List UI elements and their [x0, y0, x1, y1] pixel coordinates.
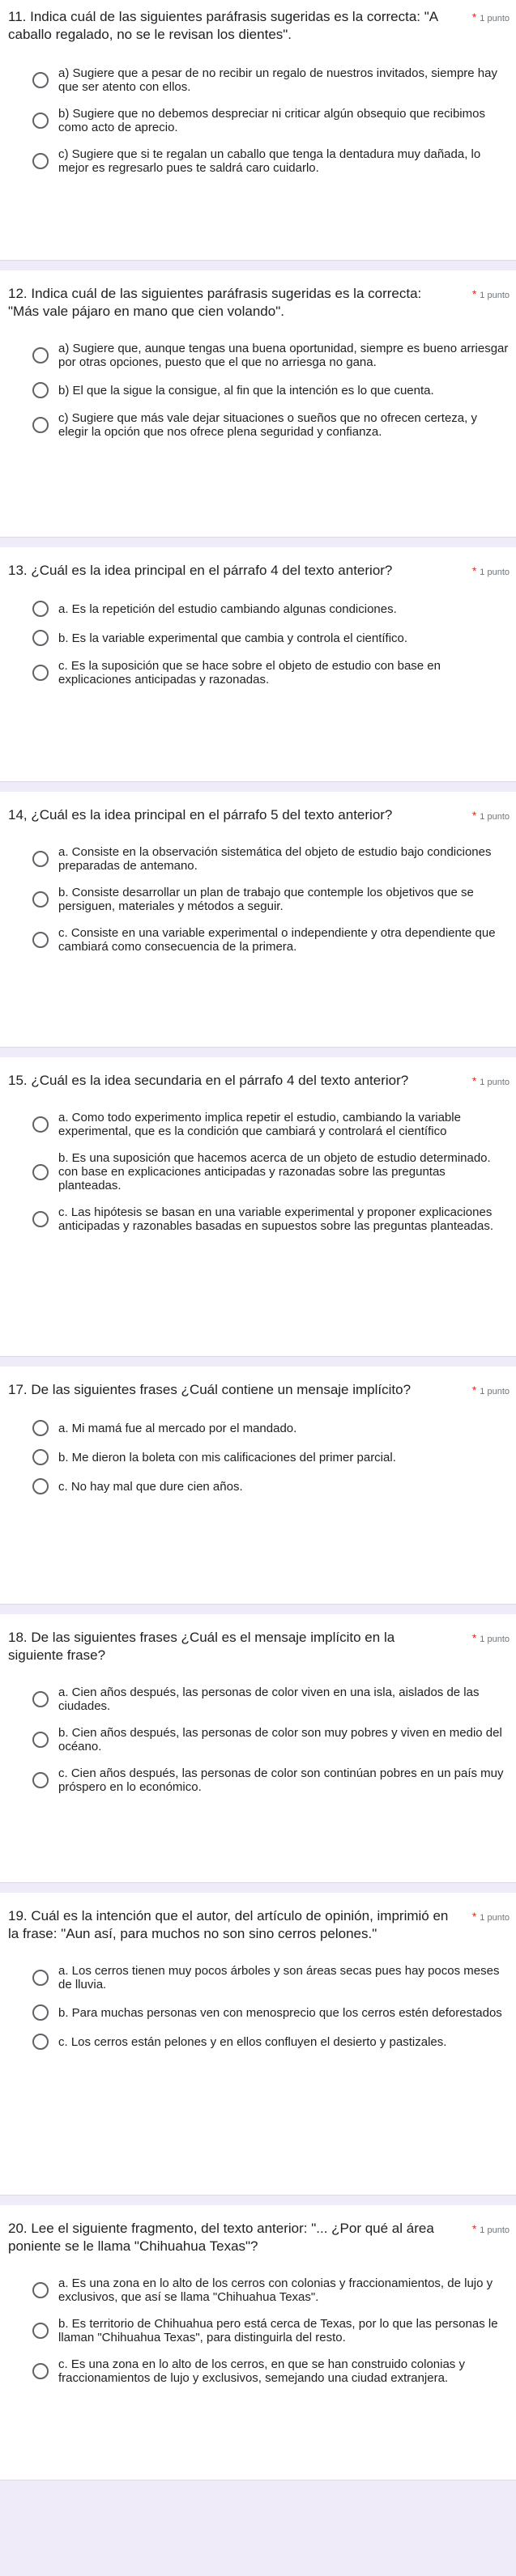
question-points	[472, 562, 510, 580]
answer-option-label: a) Sugiere que, aunque tengas una buena oportunidad, siempre es bueno arriesgar por otras opciones, puesto que el que no arriesga no gana.	[58, 342, 509, 369]
radio-button-icon[interactable]	[32, 72, 49, 88]
option-list	[0, 580, 516, 687]
option-list	[0, 1664, 516, 1794]
answer-option-label: c. Los cerros están pelones y en ellos confluyen el desierto y pastizales.	[58, 2034, 447, 2049]
radio-button-icon[interactable]	[32, 2282, 49, 2298]
question-title: 13. ¿Cuál es la idea principal en el párrafo 4 del texto anterior?	[8, 563, 393, 578]
question-card	[0, 547, 516, 782]
answer-option[interactable]	[0, 1766, 516, 1794]
answer-option[interactable]	[0, 147, 516, 175]
required-asterisk-icon: *	[471, 564, 477, 577]
answer-option[interactable]	[0, 1685, 516, 1713]
points-label: 1 punto	[480, 14, 510, 23]
answer-option-label: a. Cien años después, las personas de color viven en una isla, aislados de las ciudades.	[58, 1685, 480, 1713]
required-asterisk-icon: *	[471, 1384, 477, 1396]
question-title: 14, ¿Cuál es la idea principal en el párrafo 5 del texto anterior?	[8, 807, 393, 823]
answer-option[interactable]	[0, 1151, 516, 1192]
answer-option[interactable]	[0, 2317, 516, 2344]
radio-button-icon[interactable]	[32, 891, 49, 908]
radio-button-icon[interactable]	[32, 1449, 49, 1465]
radio-button-icon[interactable]	[32, 1478, 49, 1494]
question-header	[0, 1072, 516, 1090]
answer-option[interactable]	[0, 630, 516, 646]
question-title: 15. ¿Cuál es la idea secundaria en el párrafo 4 del texto anterior?	[8, 1073, 409, 1088]
answer-option[interactable]	[0, 659, 516, 687]
required-asterisk-icon: *	[471, 1074, 477, 1087]
answer-option-label: c. No hay mal que dure cien años.	[58, 1479, 243, 1494]
question-header	[0, 562, 516, 580]
answer-option-label: b. Cien años después, las personas de color son muy pobres y viven en medio del océano.	[58, 1726, 502, 1753]
answer-option-label: c. Cien años después, las personas de color son continúan pobres en un país muy próspero en lo económico.	[58, 1766, 504, 1794]
points-label: 1 punto	[480, 567, 510, 577]
required-asterisk-icon: *	[471, 1631, 477, 1644]
question-points	[472, 1629, 510, 1647]
question-points	[472, 1381, 510, 1399]
radio-button-icon[interactable]	[32, 2004, 49, 2021]
question-header	[0, 806, 516, 824]
radio-button-icon[interactable]	[32, 382, 49, 398]
required-asterisk-icon: *	[471, 2222, 477, 2235]
question-title: 11. Indica cuál de las siguientes paráfrasis sugeridas es la correcta: "A caballo regalado, no se le revisan los dientes".	[8, 9, 438, 42]
answer-option-label: c) Sugiere que si te regalan un caballo que tenga la dentadura muy dañada, lo mejor es regresarlo pues te saldrá caro cuidarlo.	[58, 147, 481, 175]
question-card	[0, 2205, 516, 2480]
radio-button-icon[interactable]	[32, 2323, 49, 2339]
answer-option-label: a. Mi mamá fue al mercado por el mandado.	[58, 1421, 297, 1435]
option-list	[0, 1399, 516, 1494]
answer-option[interactable]	[0, 107, 516, 134]
answer-option[interactable]	[0, 342, 516, 369]
required-asterisk-icon: *	[471, 287, 477, 300]
question-card	[0, 792, 516, 1048]
answer-option-label: b. Es la variable experimental que cambia y controla el científico.	[58, 631, 408, 645]
option-list	[0, 44, 516, 175]
radio-button-icon[interactable]	[32, 932, 49, 948]
question-title: 12. Indica cuál de las siguientes paráfrasis sugeridas es la correcta: "Más vale pájaro en mano que cien volando".	[8, 286, 422, 319]
question-points	[472, 806, 510, 824]
answer-option-label: a. Consiste en la observación sistemática del objeto de estudio bajo condiciones preparadas de antemano.	[58, 845, 492, 873]
points-label: 1 punto	[480, 812, 510, 822]
question-card	[0, 1367, 516, 1605]
question-header	[0, 8, 516, 44]
question-card	[0, 0, 516, 261]
answer-option[interactable]	[0, 1205, 516, 1233]
answer-option-label: a) Sugiere que a pesar de no recibir un regalo de nuestros invitados, siempre hay que ser atento con ellos.	[58, 66, 497, 94]
answer-option[interactable]	[0, 926, 516, 954]
option-list	[0, 321, 516, 439]
required-asterisk-icon: *	[471, 1910, 477, 1923]
radio-button-icon[interactable]	[32, 1211, 49, 1227]
answer-option[interactable]	[0, 382, 516, 398]
question-points	[472, 285, 510, 303]
required-asterisk-icon: *	[471, 11, 477, 23]
question-points	[472, 2220, 510, 2238]
radio-button-icon[interactable]	[32, 1420, 49, 1436]
answer-option-label: b) Sugiere que no debemos despreciar ni criticar algún obsequio que recibimos como acto de aprecio.	[58, 107, 485, 134]
answer-option-label: a. Es la repetición del estudio cambiando algunas condiciones.	[58, 601, 397, 616]
radio-button-icon[interactable]	[32, 601, 49, 617]
answer-option-label: c. Las hipótesis se basan en una variable experimental y proponer explicaciones anticipadas y razonables basadas en supuestos sobre las preguntas planteadas.	[58, 1205, 494, 1233]
option-list	[0, 2255, 516, 2385]
answer-option-label: a. Es una zona en lo alto de los cerros con colonias y fraccionamientos, de lujo y exclusivos, que así se llama "Chihuahua Texas".	[58, 2276, 493, 2304]
answer-option[interactable]	[0, 2276, 516, 2304]
radio-button-icon[interactable]	[32, 1772, 49, 1788]
answer-option[interactable]	[0, 1726, 516, 1753]
points-label: 1 punto	[480, 1913, 510, 1923]
answer-option[interactable]	[0, 2004, 516, 2021]
radio-button-icon[interactable]	[32, 153, 49, 169]
answer-option[interactable]	[0, 845, 516, 873]
option-list	[0, 824, 516, 954]
option-list	[0, 1090, 516, 1233]
question-title: 17. De las siguientes frases ¿Cuál contiene un mensaje implícito?	[8, 1382, 412, 1397]
question-title: 19. Cuál es la intención que el autor, del artículo de opinión, imprimió en la frase: "Aun así, para muchos no son sino cerros pelones."	[8, 1908, 449, 1941]
option-list	[0, 1943, 516, 2050]
question-points	[472, 1072, 510, 1090]
points-label: 1 punto	[480, 1387, 510, 1396]
radio-button-icon[interactable]	[32, 417, 49, 433]
radio-button-icon[interactable]	[32, 1691, 49, 1707]
answer-option-label: b) El que la sigue la consigue, al fin que la intención es lo que cuenta.	[58, 383, 434, 397]
points-label: 1 punto	[480, 1078, 510, 1087]
points-label: 1 punto	[480, 1634, 510, 1644]
answer-option-label: c. Es la suposición que se hace sobre el objeto de estudio con base en explicaciones anticipadas y razonadas.	[58, 659, 441, 687]
radio-button-icon[interactable]	[32, 1970, 49, 1986]
question-title: 20. Lee el siguiente fragmento, del texto anterior: "... ¿Por qué al área poniente se le llama "Chihuahua Texas"?	[8, 2221, 434, 2254]
question-header	[0, 1907, 516, 1943]
answer-option-label: c. Es una zona en lo alto de los cerros, en que se han construido colonias y fraccionamientos de lujo y exclusivos, semejando una ciudad extranjera.	[58, 2357, 465, 2385]
question-title: 18. De las siguientes frases ¿Cuál es el mensaje implícito en la siguiente frase?	[8, 1630, 395, 1663]
answer-option-label: b. Me dieron la boleta con mis calificaciones del primer parcial.	[58, 1450, 396, 1464]
radio-button-icon[interactable]	[32, 851, 49, 867]
radio-button-icon[interactable]	[32, 1732, 49, 1748]
radio-button-icon[interactable]	[32, 347, 49, 363]
required-asterisk-icon: *	[471, 809, 477, 822]
points-label: 1 punto	[480, 291, 510, 300]
question-card	[0, 1893, 516, 2196]
points-label: 1 punto	[480, 2225, 510, 2235]
question-header	[0, 1629, 516, 1664]
radio-button-icon[interactable]	[32, 1164, 49, 1180]
answer-option[interactable]	[0, 601, 516, 617]
question-card	[0, 1614, 516, 1883]
answer-option[interactable]	[0, 2357, 516, 2385]
question-card	[0, 270, 516, 538]
answer-option-label: b. Para muchas personas ven con menosprecio que los cerros estén deforestados	[58, 2005, 502, 2020]
answer-option[interactable]	[0, 1420, 516, 1436]
radio-button-icon[interactable]	[32, 630, 49, 646]
radio-button-icon[interactable]	[32, 113, 49, 129]
radio-button-icon[interactable]	[32, 2034, 49, 2050]
question-header	[0, 1381, 516, 1399]
radio-button-icon[interactable]	[32, 1116, 49, 1133]
answer-option[interactable]	[0, 411, 516, 439]
answer-option-label: c) Sugiere que más vale dejar situaciones o sueños que no ofrecen certeza, y elegir la opción que nos ofrece plena seguridad y confianza.	[58, 411, 477, 439]
answer-option[interactable]	[0, 2034, 516, 2050]
answer-option-label: b. Es una suposición que hacemos acerca de un objeto de estudio determinado. con base en explicaciones anticipadas y razonadas sobre las preguntas planteadas.	[58, 1151, 491, 1192]
answer-option-label: b. Consiste desarrollar un plan de trabajo que contemple los objetivos que se persiguen, materiales y métodos a seguir.	[58, 886, 474, 913]
answer-option-label: b. Es territorio de Chihuahua pero está cerca de Texas, por lo que las personas le llaman "Chihuahua Texas", para distinguirla del resto.	[58, 2317, 498, 2344]
answer-option[interactable]	[0, 66, 516, 94]
question-points	[472, 8, 510, 26]
answer-option[interactable]	[0, 1449, 516, 1465]
answer-option[interactable]	[0, 1964, 516, 1992]
answer-option-label: c. Consiste en una variable experimental o independiente y otra dependiente que cambiará como consecuencia de la primera.	[58, 926, 496, 954]
answer-option[interactable]	[0, 886, 516, 913]
answer-option-label: a. Como todo experimento implica repetir el estudio, cambiando la variable experimental, que es la condición que cambiará y controlará el científico	[58, 1111, 461, 1138]
answer-option-label: a. Los cerros tienen muy pocos árboles y son áreas secas pues hay pocos meses de lluvia.	[58, 1964, 500, 1992]
radio-button-icon[interactable]	[32, 2363, 49, 2379]
answer-option[interactable]	[0, 1111, 516, 1138]
answer-option[interactable]	[0, 1478, 516, 1494]
question-header	[0, 285, 516, 321]
question-card	[0, 1057, 516, 1357]
question-header	[0, 2220, 516, 2255]
question-points	[472, 1907, 510, 1925]
radio-button-icon[interactable]	[32, 665, 49, 681]
